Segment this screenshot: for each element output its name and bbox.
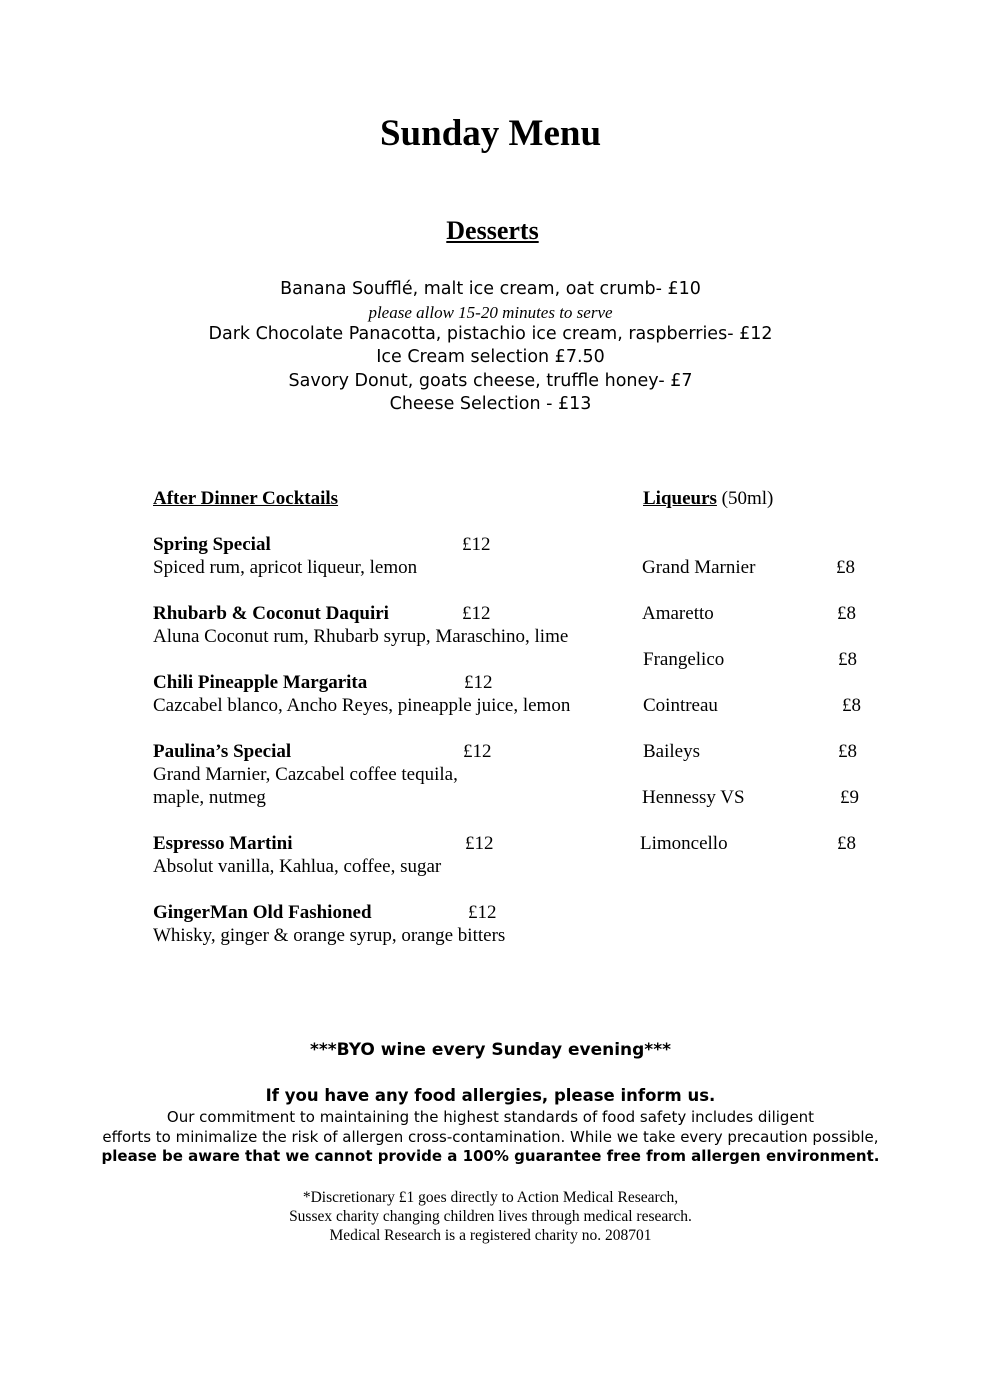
allergy-line: Our commitment to maintaining the highest standards of food safety includes diligent [166, 1108, 815, 1126]
allergy-disclaimer: please be aware that we cannot provide a 100% guarantee free from allergen environment. [101, 1147, 880, 1165]
liqueurs-heading-label: Liqueurs [643, 488, 717, 509]
cocktail-description: Absolut vanilla, Kahlua, coffee, sugar [153, 856, 442, 877]
liqueur-name: Hennessy VS [642, 787, 745, 808]
liqueurs-volume: (50ml) [716, 488, 774, 509]
liqueur-price: £8 [838, 741, 857, 762]
liqueur-name: Grand Marnier [642, 557, 756, 578]
cocktail-price: £12 [463, 741, 492, 762]
desserts-list [0, 278, 981, 417]
cocktail-price: £12 [468, 902, 497, 923]
cocktail-name: Chili Pineapple Margarita [153, 672, 368, 693]
charity-notice [0, 1188, 981, 1246]
dessert-note: please allow 15-20 minutes to serve [368, 302, 613, 322]
cocktail-price: £12 [462, 534, 491, 555]
liqueur-price: £8 [836, 557, 855, 578]
cocktail-description: Grand Marnier, Cazcabel coffee tequila, [153, 764, 458, 785]
desserts-heading: Desserts [446, 216, 539, 245]
cocktail-name: Spring Special [153, 534, 271, 555]
cocktail-description: Spiced rum, apricot liqueur, lemon [153, 557, 418, 578]
dessert-item: Ice Cream selection £7.50 [376, 347, 605, 367]
cocktail-name: GingerMan Old Fashioned [153, 902, 372, 923]
cocktail-name: Paulina’s Special [153, 741, 292, 762]
dessert-item: Cheese Selection - £13 [389, 394, 592, 414]
liqueur-price: £8 [842, 695, 861, 716]
liqueur-name: Amaretto [642, 603, 714, 624]
liqueur-name: Baileys [643, 741, 700, 762]
cocktail-name: Espresso Martini [153, 833, 293, 854]
allergy-heading: If you have any food allergies, please inform us. [265, 1086, 716, 1105]
cocktail-price: £12 [464, 672, 493, 693]
liqueur-name: Cointreau [643, 695, 718, 716]
dessert-item: Dark Chocolate Panacotta, pistachio ice cream, raspberries- £12 [208, 323, 773, 344]
cocktail-price: £12 [465, 833, 494, 854]
cocktail-name: Rhubarb & Coconut Daquiri [153, 603, 389, 624]
cocktail-description: Cazcabel blanco, Ancho Reyes, pineapple juice, lemon [153, 695, 571, 716]
charity-line: Medical Research is a registered charity no. 208701 [329, 1227, 652, 1245]
cocktail-description: Whisky, ginger & orange syrup, orange bitters [153, 925, 506, 946]
cocktail-description: maple, nutmeg [153, 787, 266, 808]
liqueur-price: £8 [838, 649, 857, 670]
charity-line: *Discretionary £1 goes directly to Action Medical Research, [302, 1189, 679, 1206]
dessert-item: Savory Donut, goats cheese, truffle honey- £7 [288, 370, 693, 391]
liqueur-price: £8 [837, 603, 856, 624]
cocktail-price: £12 [462, 603, 491, 624]
liqueurs-heading [643, 488, 773, 510]
dessert-item: Banana Soufflé, malt ice cream, oat crumb- £10 [280, 279, 701, 299]
byo-notice: ***BYO wine every Sunday evening*** [310, 1040, 671, 1060]
cocktails-heading: After Dinner Cocktails [153, 488, 339, 509]
cocktail-description: Aluna Coconut rum, Rhubarb syrup, Maraschino, lime [153, 626, 569, 647]
allergy-line: efforts to minimalize the risk of allergen cross-contamination. While we take every precaution possible, [102, 1127, 879, 1146]
liqueur-name: Limoncello [640, 833, 728, 854]
charity-line: Sussex charity changing children lives through medical research. [289, 1208, 692, 1226]
liqueur-price: £8 [837, 833, 856, 854]
liqueur-name: Frangelico [643, 649, 725, 670]
page-title: Sunday Menu [379, 113, 602, 154]
liqueur-price: £9 [840, 787, 859, 808]
allergy-statement [0, 1108, 981, 1167]
